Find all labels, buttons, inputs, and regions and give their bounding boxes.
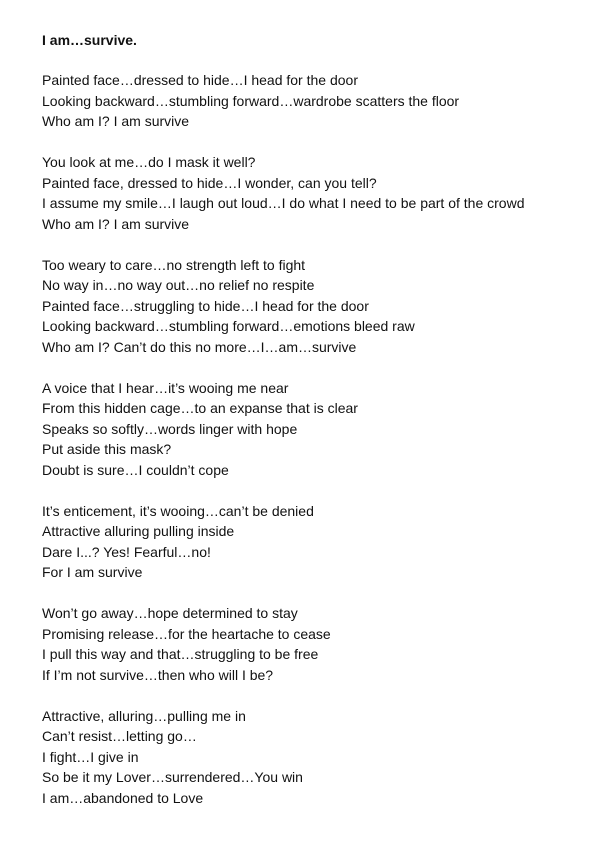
- poem-stanza: [42, 378, 582, 481]
- poem-body: [42, 70, 582, 829]
- poem-line: A voice that I hear…it’s wooing me near: [42, 379, 289, 396]
- poem-line: Promising release…for the heartache to cease: [42, 625, 331, 642]
- poem-stanza: [42, 501, 582, 583]
- poem-line: Painted face…struggling to hide…I head for the door: [42, 297, 369, 314]
- poem-line: Too weary to care…no strength left to fight: [42, 256, 306, 273]
- poem-line: I fight…I give in: [42, 748, 139, 765]
- poem-stanza: [42, 706, 582, 809]
- poem-line: Looking backward…stumbling forward…emotions bleed raw: [42, 318, 415, 334]
- poem-line: Put aside this mask?: [42, 441, 172, 457]
- poem-line: Who am I? I am survive: [42, 113, 190, 129]
- poem-line: It’s enticement, it’s wooing…can’t be denied: [42, 502, 314, 519]
- poem-line: I pull this way and that…struggling to be free: [42, 646, 319, 662]
- poem-stanza: [42, 255, 582, 358]
- poem-line: Painted face…dressed to hide…I head for the door: [42, 72, 358, 88]
- poem-line: For I am survive: [42, 564, 143, 580]
- poem-line: Doubt is sure…I couldn’t cope: [42, 461, 229, 478]
- poem-line: I assume my smile…I laugh out loud…I do what I need to be part of the crowd: [42, 195, 525, 211]
- poem-line: Won’t go away…hope determined to stay: [42, 605, 298, 621]
- poem-line: If I’m not survive…then who will I be?: [42, 666, 274, 683]
- poem-line: You look at me…do I mask it well?: [42, 154, 256, 170]
- poem-stanza: [42, 152, 582, 234]
- poem-line: From this hidden cage…to an expanse that is clear: [42, 400, 358, 416]
- poem-line: Painted face, dressed to hide…I wonder, can you tell?: [42, 174, 377, 191]
- poem-line: Looking backward…stumbling forward…wardrobe scatters the floor: [42, 92, 460, 109]
- poem-stanza: [42, 603, 582, 685]
- poem-line: No way in…no way out…no relief no respite: [42, 277, 315, 293]
- poem-line: Attractive alluring pulling inside: [42, 523, 235, 539]
- poem-line: Attractive, alluring…pulling me in: [42, 707, 246, 724]
- poem-line: Who am I? I am survive: [42, 215, 190, 232]
- poem-line: Dare I...? Yes! Fearful…no!: [42, 543, 211, 560]
- poem-line: I am…abandoned to Love: [42, 789, 204, 806]
- poem-title: I am…survive.: [42, 32, 137, 48]
- poem-line: Speaks so softly…words linger with hope: [42, 420, 298, 437]
- poem-stanza: [42, 70, 582, 132]
- poem-line: Who am I? Can’t do this no more…I…am…survive: [42, 338, 357, 355]
- poem-line: So be it my Lover…surrendered…You win: [42, 769, 303, 785]
- poem-line: Can’t resist…letting go…: [42, 728, 197, 744]
